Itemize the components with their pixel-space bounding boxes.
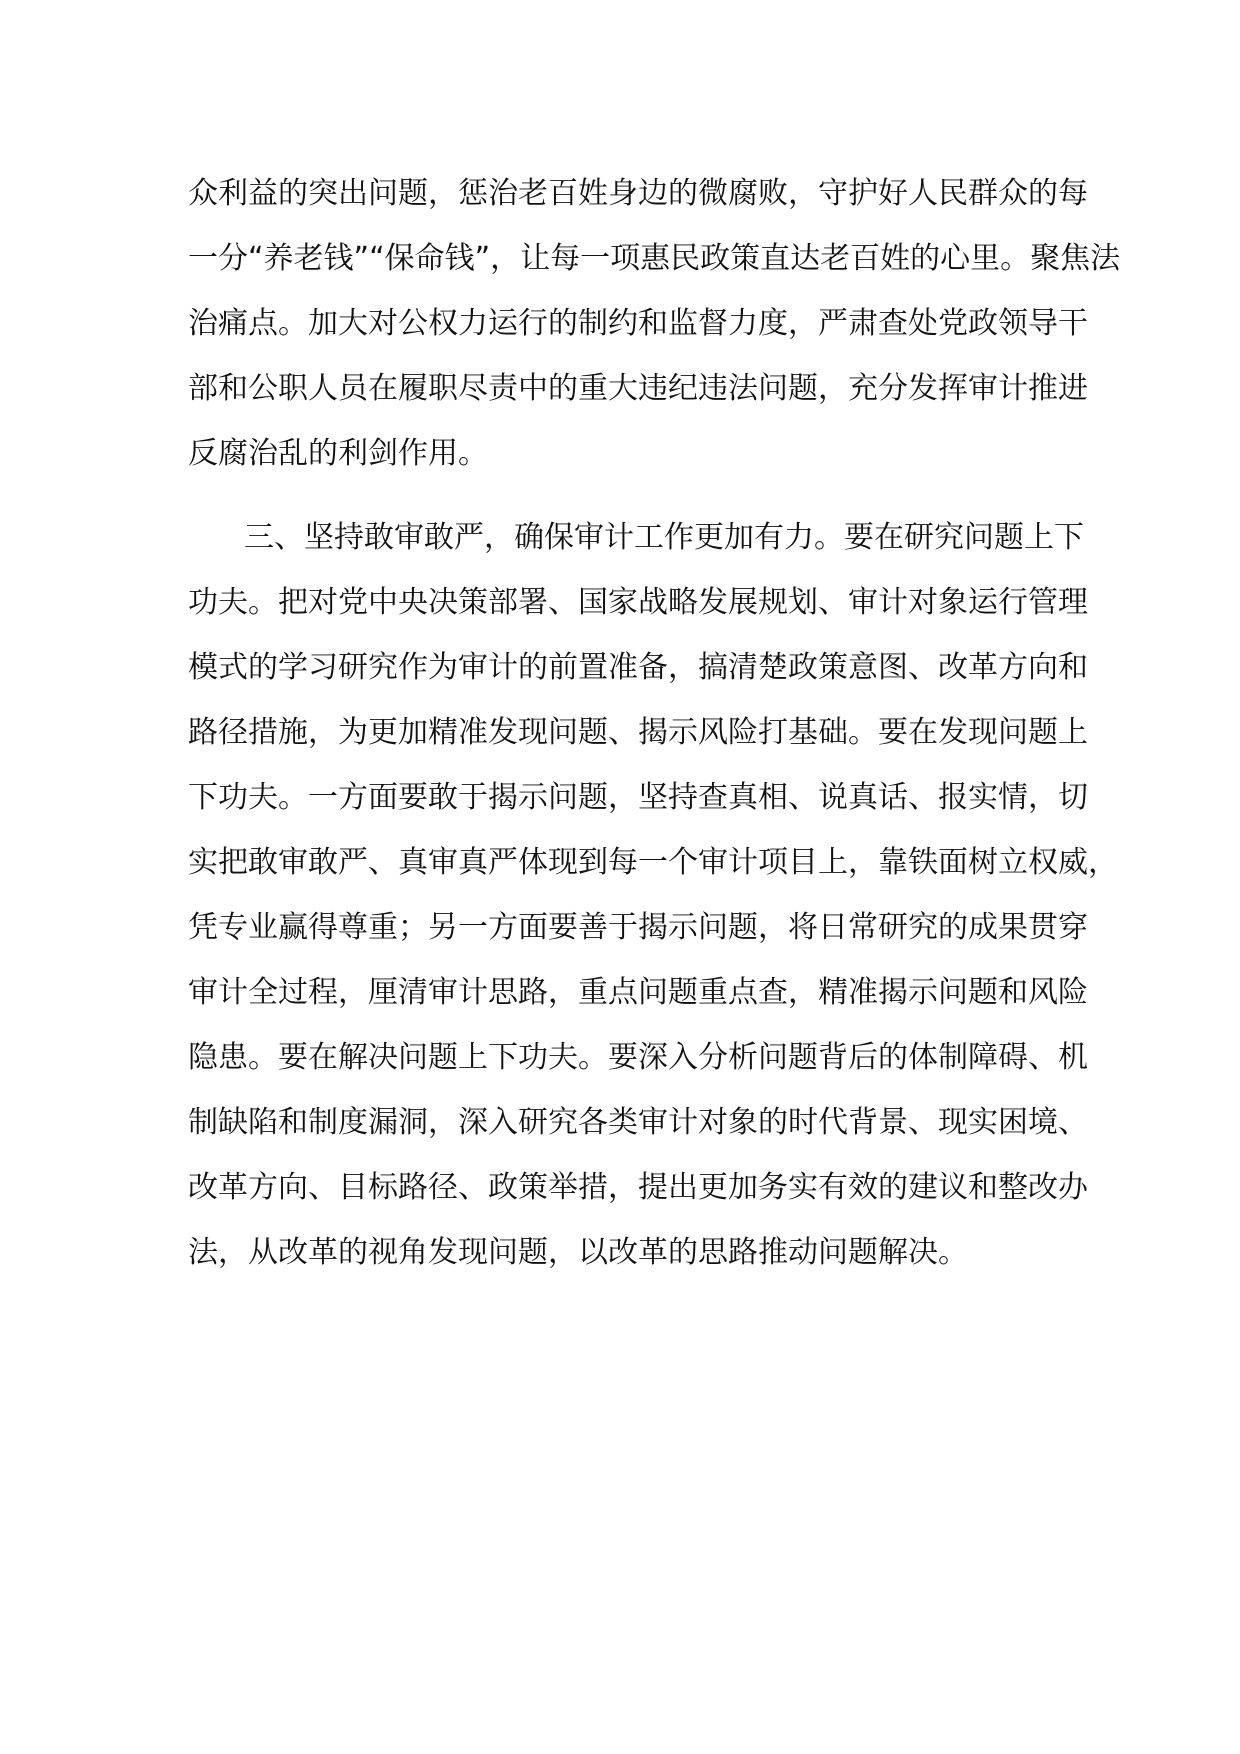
text-line: 模式的学习研究作为审计的前置准备，搞清楚政策意图、改革方向和 xyxy=(188,650,1088,685)
text-line: 一分“养老钱”“保命钱”，让每一项惠民政策直达老百姓的心里。聚焦法 xyxy=(188,241,1121,276)
text-line: 反腐治乱的利剑作用。 xyxy=(188,436,488,471)
text-line: 法，从改革的视角发现问题，以改革的思路推动问题解决。 xyxy=(188,1235,968,1270)
paragraph-continuation xyxy=(188,161,1121,486)
text-line: 实把敢审敢严、真审真严体现到每一个审计项目上，靠铁面树立权威， xyxy=(188,845,1118,880)
text-line: 凭专业赢得尊重；另一方面要善于揭示问题，将日常研究的成果贯穿 xyxy=(188,910,1088,945)
text-line: 改革方向、目标路径、政策举措，提出更加务实有效的建议和整改办 xyxy=(188,1170,1088,1205)
text-line: 审计全过程，厘清审计思路，重点问题重点查，精准揭示问题和风险 xyxy=(188,975,1088,1010)
text-line: 下功夫。一方面要敢于揭示问题，坚持查真相、说真话、报实情，切 xyxy=(188,780,1088,815)
text-line: 众利益的突出问题，惩治老百姓身边的微腐败，守护好人民群众的每 xyxy=(188,176,1088,211)
text-line: 路径措施，为更加精准发现问题、揭示风险打基础。要在发现问题上 xyxy=(188,715,1088,750)
text-line: 功夫。把对党中央决策部署、国家战略发展规划、审计对象运行管理 xyxy=(188,585,1088,620)
text-line: 三、坚持敢审敢严，确保审计工作更加有力。要在研究问题上下 xyxy=(244,520,1084,555)
paragraph-section-three xyxy=(188,505,1118,1285)
text-line: 隐患。要在解决问题上下功夫。要深入分析问题背后的体制障碍、机 xyxy=(188,1040,1088,1075)
text-line: 治痛点。加大对公权力运行的制约和监督力度，严肃查处党政领导干 xyxy=(188,306,1088,341)
text-line: 部和公职人员在履职尽责中的重大违纪违法问题，充分发挥审计推进 xyxy=(188,371,1088,406)
text-line: 制缺陷和制度漏洞，深入研究各类审计对象的时代背景、现实困境、 xyxy=(188,1105,1088,1140)
